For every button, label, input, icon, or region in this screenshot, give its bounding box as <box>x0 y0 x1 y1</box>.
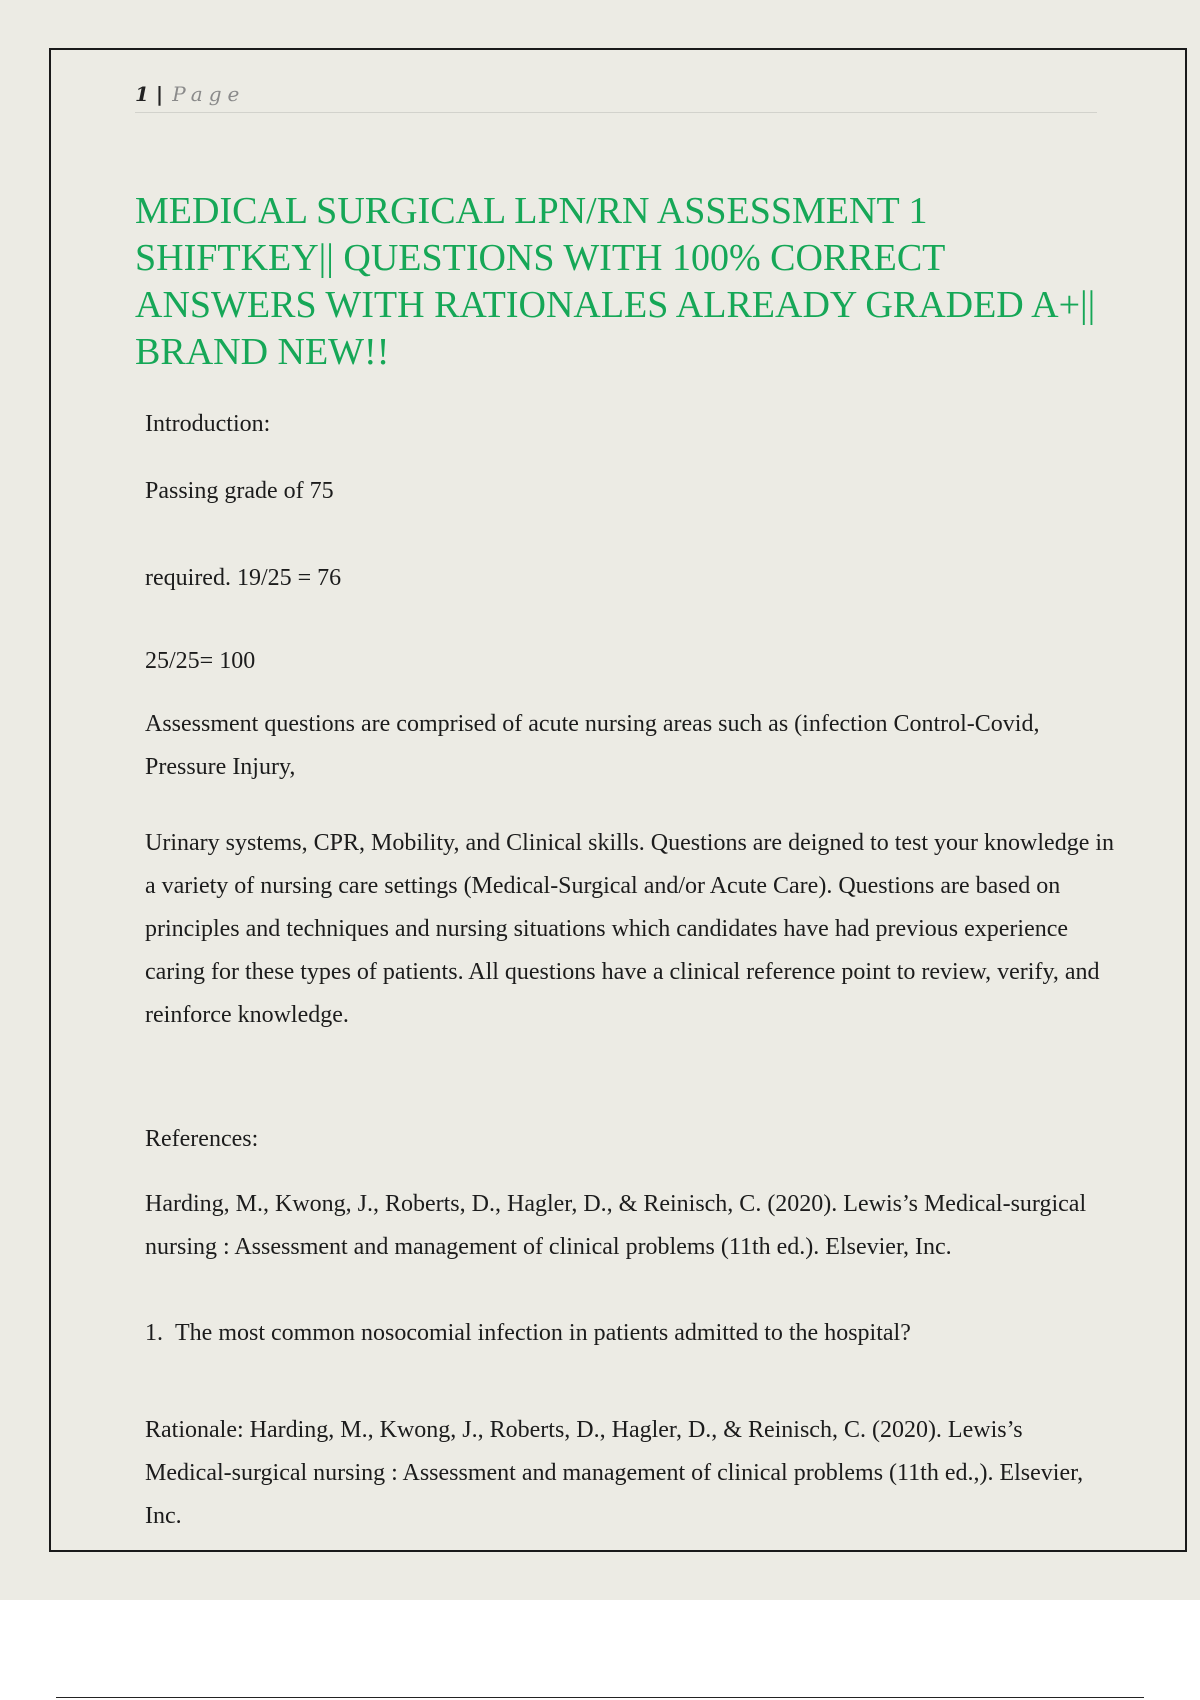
page-label: Page <box>172 82 246 106</box>
systems-paragraph: Urinary systems, CPR, Mobility, and Clinical skills. Questions are deigned to test your knowledge in a variety of nursing care settings (Medical-Surgical and/or Acute Care). Questions are based on principles and techniques and nursing situations which candidates have had previous experience caring for these types of patients. All questions have a clinical reference point to review, verify, and reinforce knowledge. <box>145 830 1115 1028</box>
areas-paragraph: Assessment questions are comprised of acute nursing areas such as (infection Control-Covid, Pressure Injury, <box>145 711 1040 780</box>
page-frame <box>49 48 1187 1552</box>
page-number: 1 | <box>135 82 164 106</box>
passing-grade-text: Passing grade of 75 <box>145 478 334 504</box>
references-heading: References: <box>145 1126 259 1152</box>
question-1-number: 1. <box>145 1320 163 1346</box>
document-title: MEDICAL SURGICAL LPN/RN ASSESSMENT 1 SHIFTKEY|| QUESTIONS WITH 100% CORRECT ANSWERS WITH RATIONALES ALREADY GRADED A+|| BRAND NEW!! <box>135 190 1096 373</box>
intro-heading: Introduction: <box>145 411 271 437</box>
next-page-divider <box>56 1697 1144 1698</box>
question-1-text: The most common nosocomial infection in patients admitted to the hospital? <box>175 1320 911 1346</box>
page-header <box>135 82 1097 113</box>
reference-citation: Harding, M., Kwong, J., Roberts, D., Hagler, D., & Reinisch, C. (2020). Lewis’s Medical-surgical nursing : Assessment and management of clinical problems (11th ed.). Elsevier, Inc. <box>145 1191 1087 1260</box>
question-1-rationale: Rationale: Harding, M., Kwong, J., Roberts, D., Hagler, D., & Reinisch, C. (2020). Lewis’s Medical-surgical nursing : Assessment and management of clinical problems (11th ed.,). Elsevier, Inc. <box>145 1417 1084 1529</box>
max-score-text: 25/25= 100 <box>145 648 256 674</box>
required-score-text: required. 19/25 = 76 <box>145 565 342 591</box>
question-1 <box>145 1312 1115 1355</box>
